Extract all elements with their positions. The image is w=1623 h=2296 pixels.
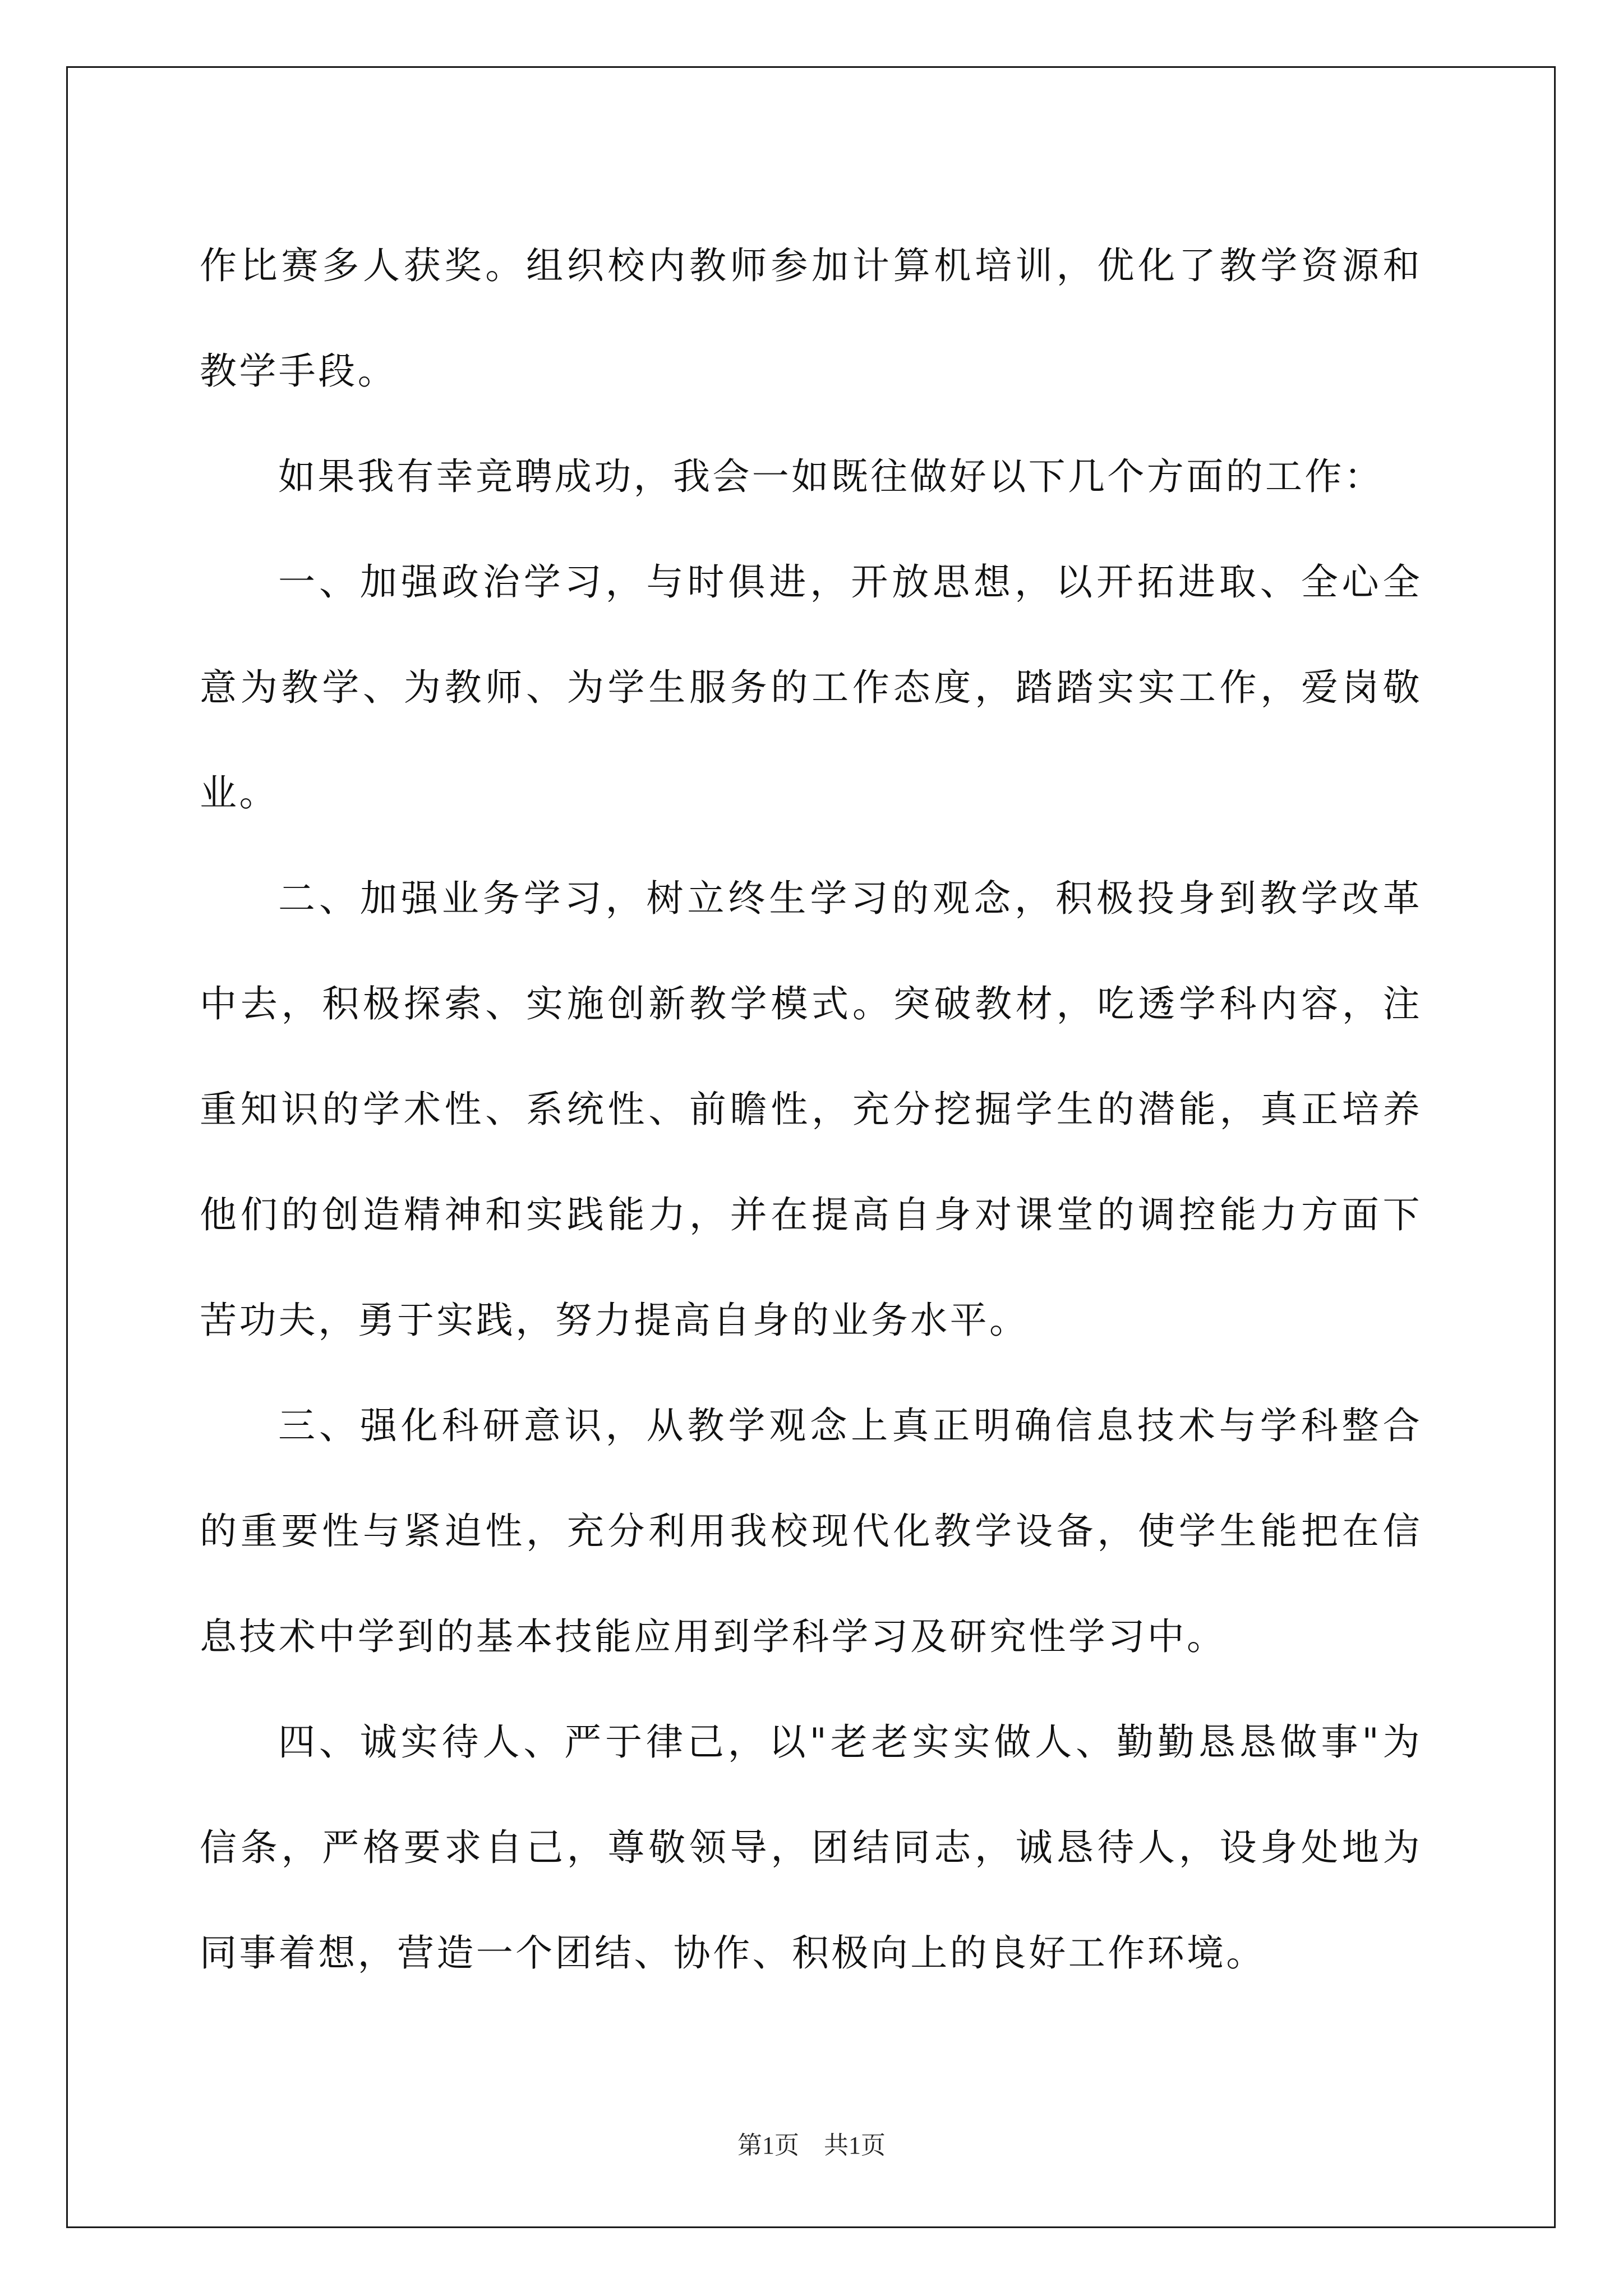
paragraph-item-3: 三、强化科研意识，从教学观念上真正明确信息技术与学科整合的重要性与紧迫性，充分利用我校现代化教学设备，使学生能把在信息技术中学到的基本技能应用到学科学习及研究性学习中。 (200, 1404, 1422, 1658)
paragraph-intro: 如果我有幸竞聘成功，我会一如既往做好以下几个方面的工作： (278, 455, 1384, 498)
paragraph-item-4: 四、诚实待人、严于律己，以"老老实实做人、勤勤恳恳做事"为信条，严格要求自己，尊敬领导，团结同志，诚恳待人，设身处地为同事着想，营造一个团结、协作、积极向上的良好工作环境。 (200, 1720, 1422, 1975)
paragraph-item-2: 二、加强业务学习，树立终生学习的观念，积极投身到教学改革中去，积极探索、实施创新教学模式。突破教材，吃透学科内容，注重知识的学术性、系统性、前瞻性，充分挖掘学生的潜能，真正培养他们的创造精神和实践能力，并在提高自身对课堂的调控能力方面下苦功夫，勇于实践，努力提高自身的业务水平。 (200, 877, 1422, 1342)
document-body (200, 213, 1422, 2006)
paragraph-item-1: 一、加强政治学习，与时俱进，开放思想，以开拓进取、全心全意为教学、为教师、为学生服务的工作态度，踏踏实实工作，爱岗敬业。 (200, 560, 1422, 815)
paragraph-continuation: 作比赛多人获奖。组织校内教师参加计算机培训，优化了教学资源和教学手段。 (200, 244, 1422, 393)
page-number-footer: 第1页 共1页 (737, 2132, 886, 2159)
